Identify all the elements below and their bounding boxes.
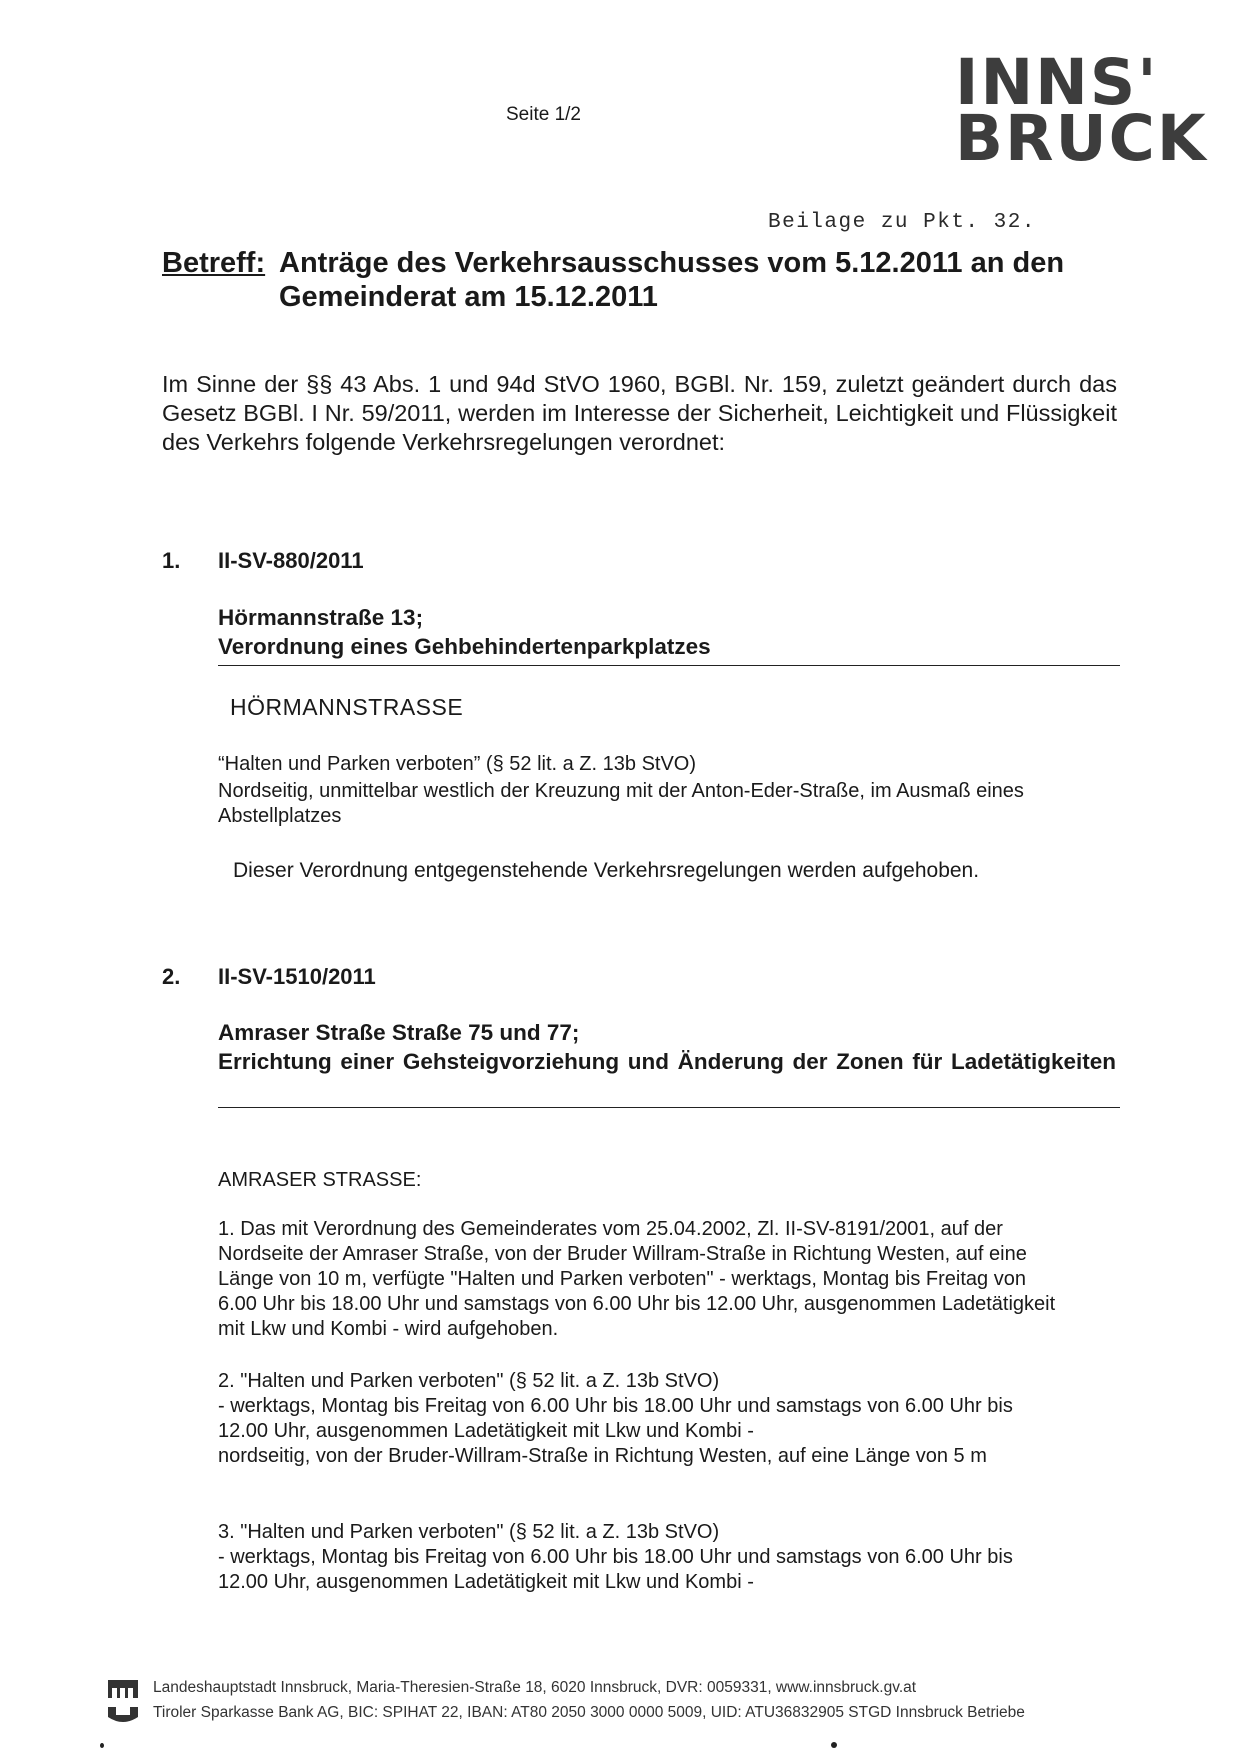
section-2-code: II-SV-1510/2011 bbox=[218, 964, 376, 989]
attachment-reference: Beilage zu Pkt. 32. bbox=[768, 211, 1036, 234]
section-2-item3-time: - werktags, Montag bis Freitag von 6.00 Uhr bis 18.00 Uhr und samstags von 6.00 Uhr bis 12.00 Uhr, ausgenommen Ladetätigkeit mit Lkw und Kombi - bbox=[218, 1546, 1013, 1593]
section-2-street: AMRASER STRASSE: bbox=[218, 1169, 422, 1191]
section-1-number: 1. bbox=[162, 548, 181, 573]
section-1-code: II-SV-880/2011 bbox=[218, 548, 364, 573]
subject-label: Betreff: bbox=[162, 247, 266, 279]
section-1-repeal: Dieser Verordnung entgegenstehende Verkehrsregelungen werden aufgehoben. bbox=[233, 859, 980, 882]
section-2-title-line2: Errichtung einer Gehsteigvorziehung und Änderung der Zonen für Ladetätigkeiten bbox=[218, 1049, 1116, 1074]
subject bbox=[162, 246, 1122, 313]
footer-bank-details: Tiroler Sparkasse Bank AG, BIC: SPIHAT 22, IBAN: AT80 2050 3000 0000 5009, UID: ATU36832905 STGD Innsbruck Betriebe bbox=[153, 1704, 1025, 1721]
section-2-item2-time: - werktags, Montag bis Freitag von 6.00 Uhr bis 18.00 Uhr und samstags von 6.00 Uhr bis 12.00 Uhr, ausgenommen Ladetätigkeit mit Lkw und Kombi - bbox=[218, 1395, 1013, 1442]
section-2-title-line1: Amraser Straße Straße 75 und 77; bbox=[218, 1020, 580, 1045]
scan-speck bbox=[100, 1743, 104, 1748]
section-1-street: HÖRMANNSTRASSE bbox=[230, 694, 464, 720]
innsbruck-logo: INNS' BRUCK bbox=[955, 46, 1208, 175]
scan-speck bbox=[831, 1742, 837, 1748]
section-1-title-line2: Verordnung eines Gehbehindertenparkplatzes bbox=[218, 634, 711, 659]
intro-paragraph: Im Sinne der §§ 43 Abs. 1 und 94d StVO 1960, BGBl. Nr. 159, zuletzt geändert durch das Gesetz BGBl. I Nr. 59/2011, werden im Interesse der Sicherheit, Leichtigkeit und Flüssigkeit des Verkehrs folgende Verkehrsregelungen verordnet: bbox=[162, 371, 1117, 455]
section-2-item2-location: nordseitig, von der Bruder-Willram-Straße in Richtung Westen, auf eine Länge von 5 m bbox=[218, 1445, 987, 1467]
bank-icon bbox=[108, 1705, 138, 1723]
section-2-number: 2. bbox=[162, 964, 181, 989]
section-2-divider bbox=[218, 1107, 1120, 1108]
section-2-item3-rule: 3. "Halten und Parken verboten" (§ 52 lit. a Z. 13b StVO) bbox=[218, 1521, 720, 1543]
city-building-icon bbox=[108, 1680, 138, 1698]
footer-address: Landeshauptstadt Innsbruck, Maria-Theresien-Straße 18, 6020 Innsbruck, DVR: 0059331, www.innsbruck.gv.at bbox=[153, 1679, 917, 1696]
section-2-item1: 1. Das mit Verordnung des Gemeinderates vom 25.04.2002, Zl. II-SV-8191/2001, auf der Nordseite der Amraser Straße, von der Bruder Willram-Straße in Richtung Westen, auf eine Länge von 10 m, verfügte "Halten und Parken verboten" - werktags, Montag bis Freitag von 6.00 Uhr bis 18.00 Uhr und samstags von 6.00 Uhr bis 12.00 Uhr, ausgenommen Ladetätigkeit mit Lkw und Kombi - wird aufgehoben. bbox=[218, 1218, 1056, 1340]
page-number: Seite 1/2 bbox=[506, 104, 581, 125]
section-1-rule: “Halten und Parken verboten” (§ 52 lit. a Z. 13b StVO) bbox=[218, 753, 697, 775]
section-2-item2-rule: 2. "Halten und Parken verboten" (§ 52 lit. a Z. 13b StVO) bbox=[218, 1370, 720, 1392]
section-1-divider bbox=[218, 665, 1120, 666]
subject-text: Anträge des Verkehrsausschusses vom 5.12.2011 an den Gemeinderat am 15.12.2011 bbox=[279, 247, 1065, 313]
section-1-title-line1: Hörmannstraße 13; bbox=[218, 605, 424, 630]
section-1-location: Nordseitig, unmittelbar westlich der Kreuzung mit der Anton-Eder-Straße, im Ausmaß eines Abstellplatzes bbox=[218, 780, 1024, 827]
